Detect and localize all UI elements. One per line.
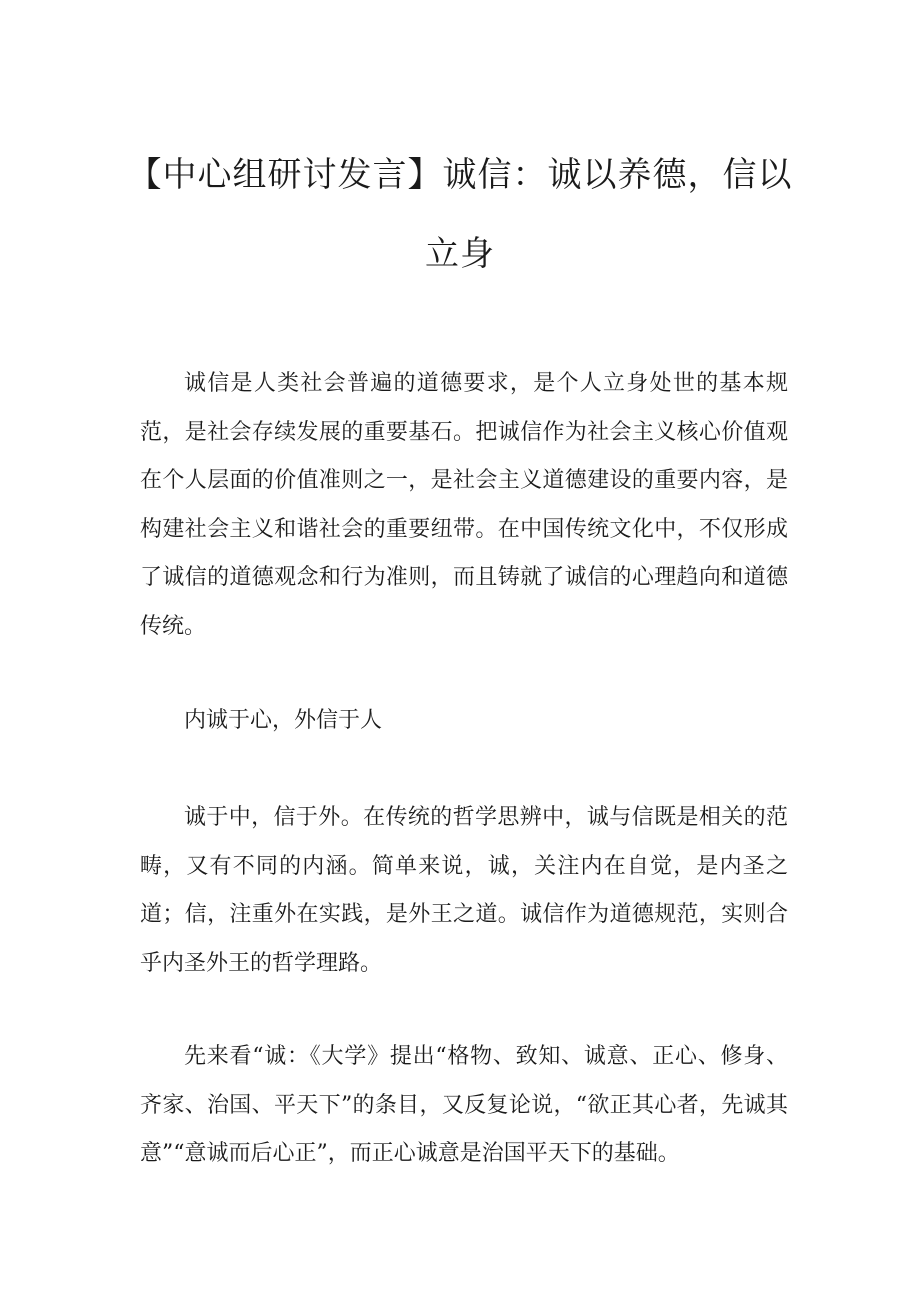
paragraph-body-1: 诚于中，信于外。在传统的哲学思辨中，诚与信既是相关的范畴，又有不同的内涵。简单来说，诚，关注内在自觉，是内圣之道；信，注重外在实践，是外王之道。诚信作为道德规范，实则合乎内圣外王的哲学理路。 [140, 805, 788, 976]
section-heading: 内诚于心，外信于人 [184, 708, 383, 733]
paragraph-intro: 诚信是人类社会普遍的道德要求，是个人立身处世的基本规范，是社会存续发展的重要基石。把诚信作为社会主义核心价值观在个人层面的价值准则之一，是社会主义道德建设的重要内容，是构建社会主义和谐社会的重要纽带。在中国传统文化中，不仅形成了诚信的道德观念和行为准则，而且铸就了诚信的心理趋向和道德传统。 [140, 371, 788, 639]
paragraph-body-2: 先来看“诚：《大学》提出“格物、致知、诚意、正心、修身、齐家、治国、平天下”的条目，又反复论说，“欲正其心者，先诚其意”“意诚而后心正”，而正心诚意是治国平天下的基础。 [140, 1044, 788, 1166]
document-title-line-1: 【中心组研讨发言】诚信：诚以养德，信以 [127, 155, 793, 195]
document-title-line-2: 立身 [425, 234, 495, 274]
